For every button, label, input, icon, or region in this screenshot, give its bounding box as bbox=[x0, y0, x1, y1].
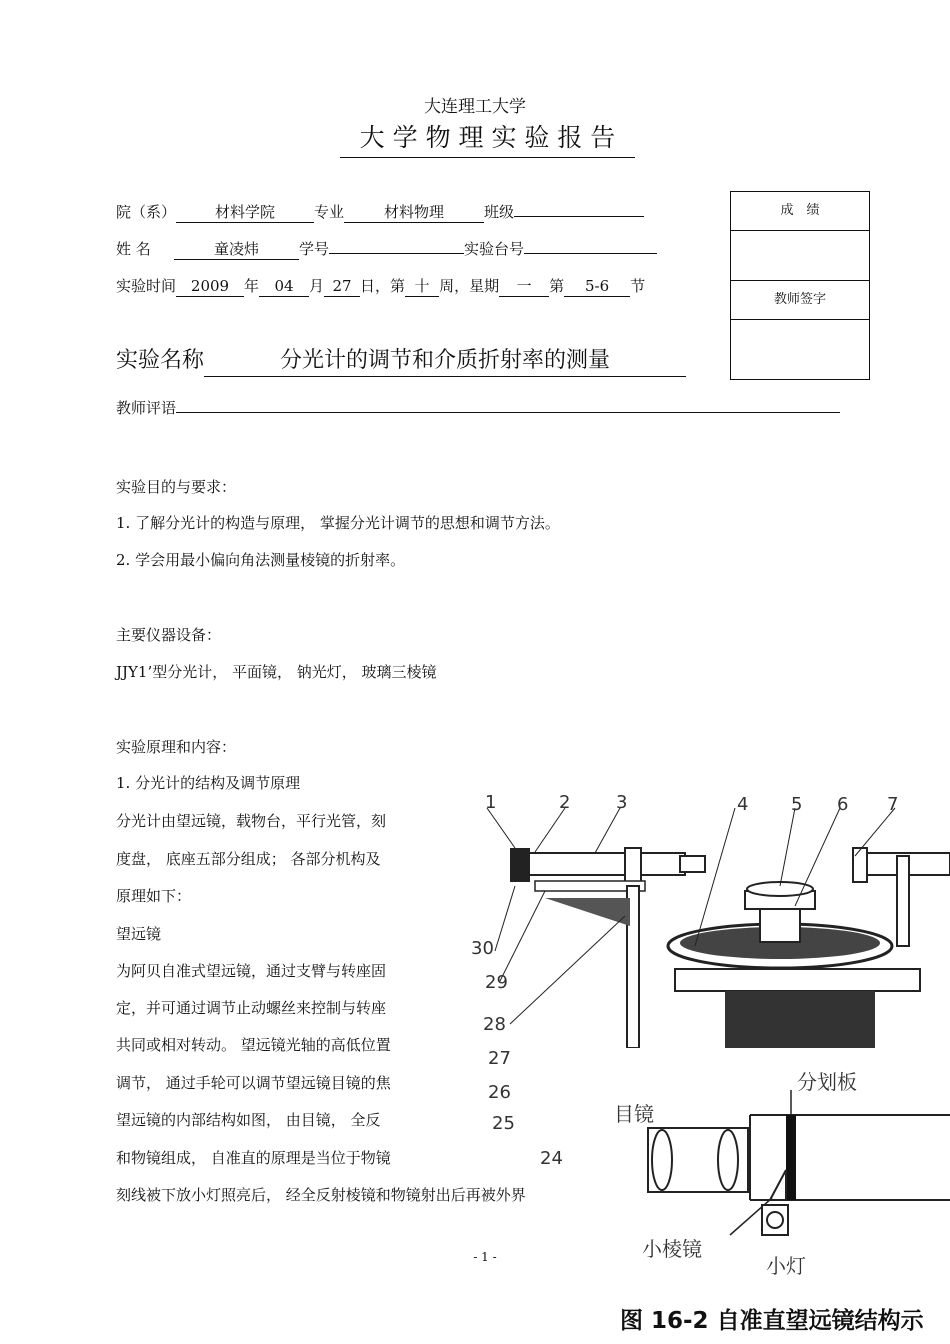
principle-heading: 实验原理和内容： bbox=[116, 738, 237, 756]
experiment-name-label: 实验名称 bbox=[116, 348, 205, 373]
telescope-figure bbox=[600, 1050, 950, 1344]
month-value: 04 bbox=[259, 276, 309, 297]
figure1-number: 5 bbox=[791, 794, 803, 815]
period-unit: 节 bbox=[630, 277, 646, 295]
major-value: 材料物理 bbox=[344, 202, 484, 223]
signature-label: 教师签字 bbox=[731, 281, 869, 320]
month-unit: 月 bbox=[309, 277, 325, 295]
experiment-name-value: 分光计的调节和介质折射率的测量 bbox=[204, 346, 686, 377]
info-row-2 bbox=[116, 239, 657, 260]
principle-line: 度盘， 底座五部分组成； 各部分机构及 bbox=[116, 850, 381, 868]
spectrometer-figure bbox=[435, 786, 950, 1048]
principle-line: 定，并可通过调节止动螺丝来控制与转座 bbox=[116, 999, 387, 1017]
student-id-label: 学号 bbox=[299, 240, 330, 258]
figure1-number: 28 bbox=[483, 1014, 506, 1035]
major-label: 专业 bbox=[314, 203, 345, 221]
dept-label: 院（系） bbox=[116, 203, 177, 221]
year-value: 2009 bbox=[176, 276, 244, 297]
day-unit: 日，第 bbox=[360, 277, 406, 295]
figure1-number: 30 bbox=[471, 938, 494, 959]
label-prism: 小棱镜 bbox=[642, 1237, 702, 1261]
teacher-comment-value[interactable] bbox=[176, 412, 840, 413]
report-title: 大 学 物 理 实 验 报 告 bbox=[340, 118, 635, 158]
figure1-number: 24 bbox=[540, 1148, 563, 1169]
teacher-comment-label: 教师评语 bbox=[116, 399, 177, 417]
day-value: 27 bbox=[324, 276, 360, 297]
purpose-item-1: 1. 了解分光计的构造与原理， 掌握分光计调节的思想和调节方法。 bbox=[116, 514, 560, 532]
equipment-heading: 主要仪器设备： bbox=[116, 626, 222, 644]
teacher-comment-row bbox=[116, 398, 840, 418]
info-row-1 bbox=[116, 202, 644, 223]
label-lamp: 小灯 bbox=[766, 1254, 806, 1278]
figure1-number: 3 bbox=[616, 792, 628, 813]
principle-line: 刻线被下放小灯照亮后， 经全反射棱镜和物镜射出后再被外界 bbox=[116, 1186, 526, 1204]
figure1-number: 4 bbox=[737, 794, 749, 815]
period-value: 5-6 bbox=[564, 276, 630, 297]
year-unit: 年 bbox=[244, 277, 260, 295]
label-reticle: 分划板 bbox=[797, 1070, 857, 1094]
week-value: 十 bbox=[405, 276, 439, 297]
principle-line: 共同或相对转动。 望远镜光轴的高低位置 bbox=[116, 1036, 391, 1054]
principle-line: 和物镜组成， 自准直的原理是当位于物镜 bbox=[116, 1149, 391, 1167]
principle-line: 分光计由望远镜，载物台，平行光管，刻 bbox=[116, 812, 387, 830]
purpose-heading: 实验目的与要求： bbox=[116, 478, 237, 496]
figure1-number: 6 bbox=[837, 794, 849, 815]
principle-line: 望远镜的内部结构如图， 由目镜， 全反 bbox=[116, 1111, 381, 1129]
label-eyepiece: 目镜 bbox=[614, 1102, 654, 1126]
figure1-number: 2 bbox=[559, 792, 571, 813]
university-name: 大连理工大学 bbox=[424, 97, 526, 117]
equipment-list: JJY1’型分光计， 平面镜， 钠光灯， 玻璃三棱镜 bbox=[116, 663, 437, 681]
name-label: 姓 名 bbox=[116, 240, 151, 258]
spectrometer-drawing bbox=[435, 786, 950, 1048]
principle-line: 为阿贝自准式望远镜，通过支臂与转座固 bbox=[116, 962, 387, 980]
principle-line: 调节， 通过手轮可以调节望远镜目镜的焦 bbox=[116, 1074, 391, 1092]
grade-box bbox=[730, 191, 870, 380]
principle-subheading: 1. 分光计的结构及调节原理 bbox=[116, 774, 301, 792]
week-unit: 周，星期 bbox=[439, 277, 500, 295]
student-id-value bbox=[329, 253, 464, 254]
dept-value: 材料学院 bbox=[176, 202, 314, 223]
figure1-number: 1 bbox=[485, 792, 497, 813]
figure1-number: 27 bbox=[488, 1048, 511, 1069]
principle-line: 原理如下： bbox=[116, 887, 192, 905]
purpose-item-2: 2. 学会用最小偏向角法测量棱镜的折射率。 bbox=[116, 551, 406, 569]
score-label: 成 绩 bbox=[731, 192, 869, 231]
info-row-3 bbox=[116, 276, 645, 297]
bench-label: 实验台号 bbox=[464, 240, 525, 258]
score-field[interactable] bbox=[731, 231, 869, 281]
page-number: - 1 - bbox=[473, 1250, 497, 1264]
figure1-number: 26 bbox=[488, 1082, 511, 1103]
weekday-value: 一 bbox=[499, 276, 549, 297]
class-value bbox=[514, 216, 644, 217]
experiment-name-row bbox=[116, 346, 686, 377]
figure1-number: 25 bbox=[492, 1113, 515, 1134]
principle-line: 望远镜 bbox=[116, 925, 162, 943]
figure1-number: 7 bbox=[887, 794, 899, 815]
name-value: 童凌炜 bbox=[174, 239, 299, 260]
signature-field[interactable] bbox=[731, 320, 869, 379]
period-prefix: 第 bbox=[549, 277, 565, 295]
figure2-caption: 图 16-2 自准直望远镜结构示 bbox=[620, 1308, 924, 1334]
figure1-number: 29 bbox=[485, 972, 508, 993]
time-label: 实验时间 bbox=[116, 277, 177, 295]
class-label: 班级 bbox=[484, 203, 515, 221]
bench-value bbox=[524, 253, 657, 254]
